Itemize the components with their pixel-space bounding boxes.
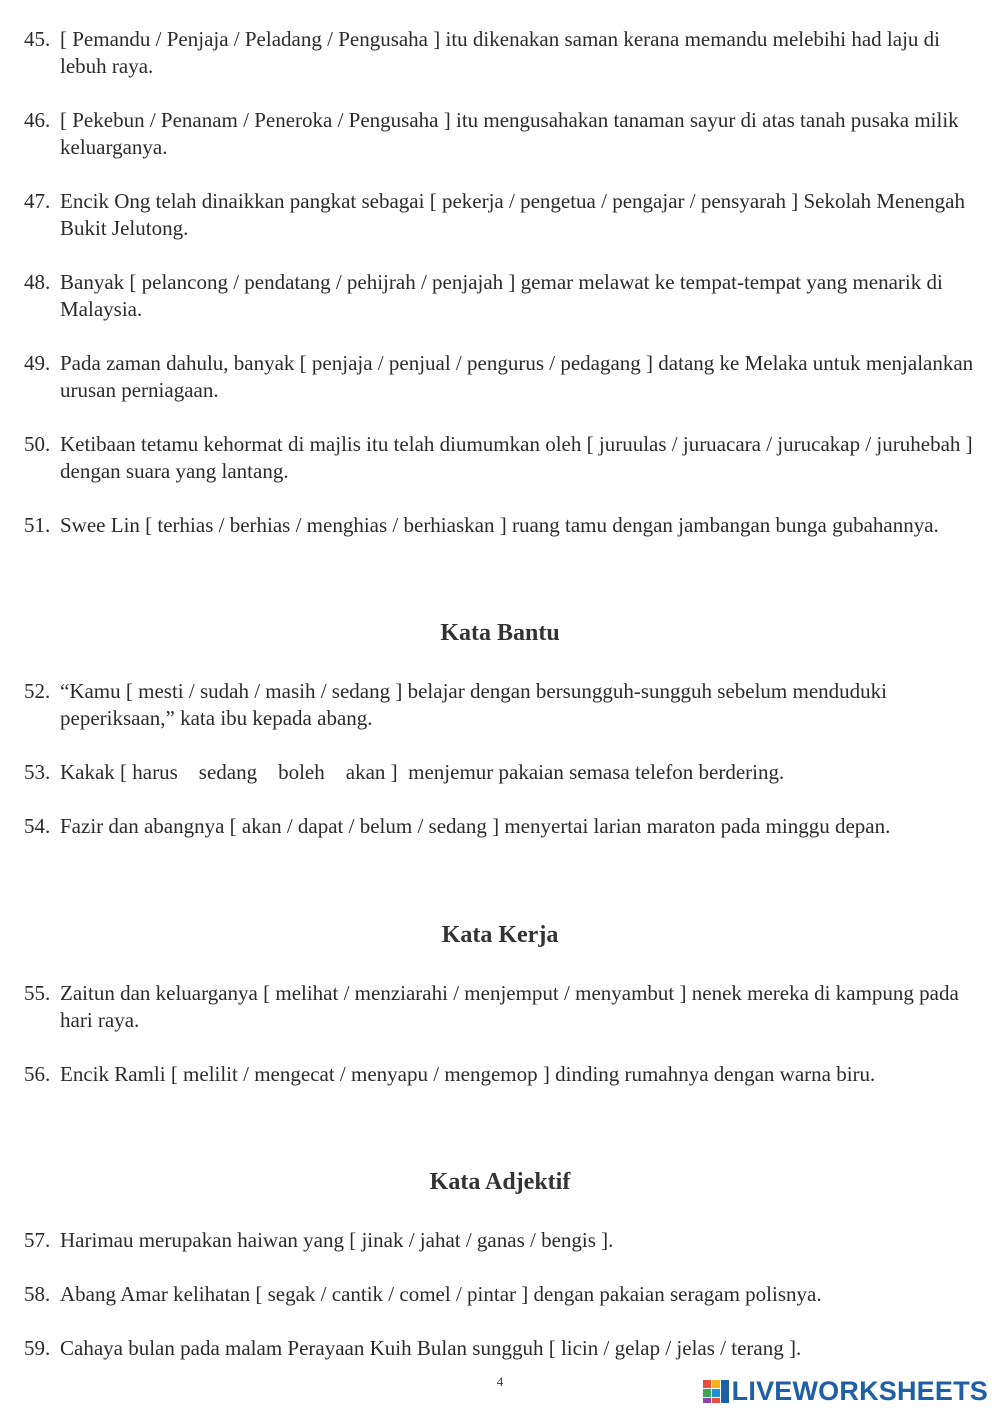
question-text: Encik Ong telah dinaikkan pangkat sebagai [ pekerja / pengetua / pengajar / pensyarah ] Sekolah Menengah Bukit Jelutong. — [60, 189, 965, 240]
question-57 — [24, 1227, 984, 1254]
question-text: Cahaya bulan pada malam Perayaan Kuih Bulan sungguh [ licin / gelap / jelas / terang ]. — [60, 1336, 802, 1360]
question-59 — [24, 1335, 984, 1362]
question-number: 50. — [24, 432, 51, 456]
question-text: Zaitun dan keluarganya [ melihat / menziarahi / menjemput / menyambut ] nenek mereka di kampung pada hari raya. — [60, 981, 959, 1032]
question-51 — [24, 512, 984, 539]
question-48 — [24, 269, 984, 323]
question-53 — [24, 759, 984, 786]
question-number: 46. — [24, 108, 51, 132]
question-52 — [24, 678, 984, 732]
question-number: 45. — [24, 27, 51, 51]
question-45 — [24, 26, 984, 80]
question-58 — [24, 1281, 984, 1308]
question-49 — [24, 350, 984, 404]
question-number: 56. — [24, 1062, 51, 1086]
question-number: 59. — [24, 1336, 51, 1360]
question-number: 53. — [24, 760, 51, 784]
question-50 — [24, 431, 984, 485]
question-text: Banyak [ pelancong / pendatang / pehijrah / penjajah ] gemar melawat ke tempat-tempat yang menarik di Malaysia. — [60, 270, 943, 321]
question-number: 51. — [24, 513, 51, 537]
question-text: [ Pekebun / Penanam / Peneroka / Pengusaha ] itu mengusahakan tanaman sayur di atas tanah pusaka milik keluarganya. — [60, 108, 959, 159]
question-text: Ketibaan tetamu kehormat di majlis itu telah diumumkan oleh [ juruulas / juruacara / jurucakap / juruhebah ] dengan suara yang lantang. — [60, 432, 973, 483]
question-number: 55. — [24, 981, 51, 1005]
question-number: 52. — [24, 679, 51, 703]
question-text: Harimau merupakan haiwan yang [ jinak / jahat / ganas / bengis ]. — [60, 1228, 614, 1252]
section-heading-kata-kerja: Kata Kerja — [441, 922, 559, 948]
question-text: Encik Ramli [ melilit / mengecat / menyapu / mengemop ] dinding rumahnya dengan warna biru. — [60, 1062, 876, 1086]
section-heading-kata-adjektif: Kata Adjektif — [429, 1169, 571, 1195]
question-text: Pada zaman dahulu, banyak [ penjaja / penjual / pengurus / pedagang ] datang ke Melaka untuk menjalankan urusan perniagaan. — [60, 351, 974, 402]
question-number: 54. — [24, 814, 51, 838]
question-text: Fazir dan abangnya [ akan / dapat / belum / sedang ] menyertai larian maraton pada minggu depan. — [60, 814, 891, 838]
question-text: Abang Amar kelihatan [ segak / cantik / comel / pintar ] dengan pakaian seragam polisnya. — [60, 1282, 822, 1306]
liveworksheets-logo[interactable] — [702, 1376, 988, 1406]
question-54 — [24, 813, 984, 840]
question-47 — [24, 188, 984, 242]
logo-text: LIVEWORKSHEETS — [731, 1375, 988, 1406]
page-number: 4 — [496, 1374, 504, 1389]
section-heading-kata-bantu: Kata Bantu — [440, 620, 560, 646]
liveworksheets-logo-icon — [702, 1377, 730, 1405]
question-number: 47. — [24, 189, 51, 213]
question-text: “Kamu [ mesti / sudah / masih / sedang ] belajar dengan bersungguh-sungguh sebelum menduduki peperiksaan,” kata ibu kepada abang. — [60, 679, 887, 730]
question-text: [ Pemandu / Penjaja / Peladang / Pengusaha ] itu dikenakan saman kerana memandu melebihi had laju di lebuh raya. — [60, 27, 941, 78]
question-number: 58. — [24, 1282, 51, 1306]
question-46 — [24, 107, 984, 161]
question-number: 48. — [24, 270, 51, 294]
question-number: 49. — [24, 351, 51, 375]
question-text: Kakak [ harus sedang boleh akan ] menjemur pakaian semasa telefon berdering. — [60, 760, 785, 784]
question-56 — [24, 1061, 984, 1088]
question-55 — [24, 980, 984, 1034]
question-number: 57. — [24, 1228, 51, 1252]
question-text: Swee Lin [ terhias / berhias / menghias / berhiaskan ] ruang tamu dengan jambangan bunga gubahannya. — [60, 513, 939, 537]
